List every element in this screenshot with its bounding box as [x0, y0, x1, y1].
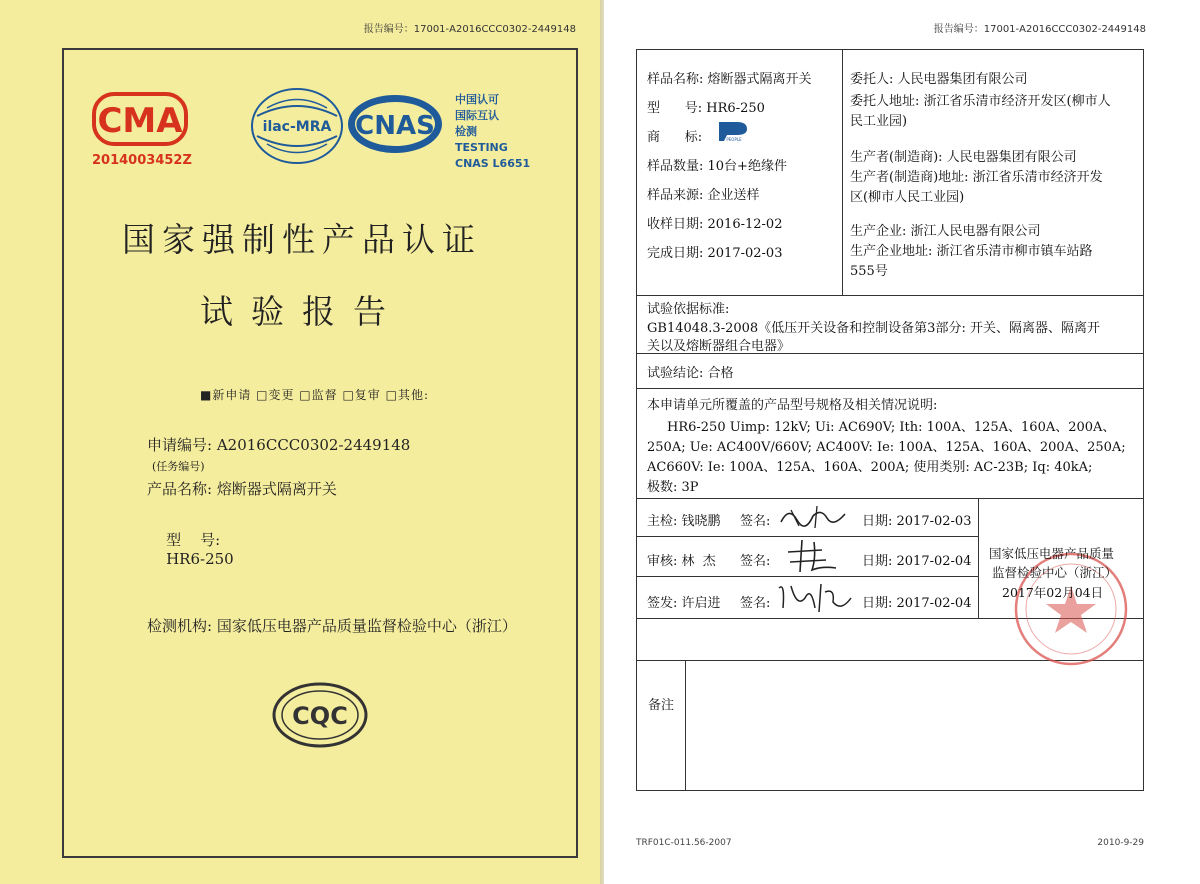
model-label: 型 号:: [166, 531, 221, 549]
product-name-field: [147, 478, 337, 499]
coverage-line3: AC660V: Ie: 100A、125A、160A、200A; 使用类别: AC-23B; Iq: 40kA;: [647, 460, 1093, 475]
cnas-desc-line: 中国认可: [455, 93, 499, 106]
manufacturer-address-line1: 生产者(制造商)地址: 浙江省乐清市经济开发: [850, 170, 1103, 185]
table-divider: [637, 295, 1143, 296]
application-number-field: [147, 434, 410, 455]
approver-date: 日期: 2017-02-04: [862, 596, 972, 611]
lab-value: 国家低压电器产品质量监督检验中心（浙江）: [216, 617, 517, 635]
approver-sign-label: 签名:: [740, 596, 771, 611]
inspector: 主检: 钱晓鹏: [647, 514, 721, 529]
factory: 生产企业: 浙江人民电器有限公司: [850, 224, 1041, 239]
inspector-signature: [777, 502, 849, 532]
cqc-logo: [270, 680, 370, 750]
cnas-desc-line: 检测: [455, 125, 477, 138]
ilac-mra-logo: [247, 86, 347, 166]
brand-label: 商 标:: [647, 130, 703, 145]
test-basis-line1: GB14048.3-2008《低压开关设备和控制设备第3部分: 开关、隔离器、隔离开: [647, 321, 1100, 336]
manufacturer: 生产者(制造商): 人民电器集团有限公司: [850, 150, 1077, 165]
coverage-line1: HR6-250 Uimp: 12kV; Ui: AC690V; Ith: 100A、125A、160A、200A、: [667, 420, 1116, 435]
task-number-label: (任务编号): [152, 460, 205, 473]
client-address-line2: 民工业园): [850, 114, 908, 129]
cma-text: CMA: [97, 101, 183, 141]
cnas-desc-line: CNAS L6651: [455, 157, 531, 170]
table-divider: [637, 388, 1143, 389]
table-divider: [637, 536, 978, 537]
reviewer-signature: [782, 538, 842, 574]
manufacturer-address-line2: 区(柳市人民工业园): [850, 190, 965, 205]
coverage-line2: 250A; Ue: AC400V/660V; AC400V: Ie: 100A、125A、160A、200A、250A;: [647, 440, 1126, 455]
test-center-line2: 监督检验中心（浙江）: [992, 565, 1118, 580]
cnas-logo: [345, 92, 445, 156]
form-code: TRF01C-011.56-2007: [636, 838, 732, 848]
application-number-label: 申请编号:: [147, 436, 213, 454]
test-center-line1: 国家低压电器产品质量: [989, 546, 1115, 561]
cover-title-line1: 国家强制性产品认证: [122, 220, 482, 259]
cnas-description: [455, 92, 530, 172]
client-address-line1: 委托人地址: 浙江省乐清市经济开发区(柳市人: [850, 94, 1111, 109]
test-center-date: 2017年02月04日: [1002, 585, 1104, 600]
application-type-options: ■新申请 □变更 □监督 □复审 □其他:: [200, 388, 429, 402]
cma-number: 2014003452Z: [92, 153, 192, 168]
lab-label: 检测机构:: [147, 617, 213, 635]
application-number-value: A2016CCC0302-2449148: [216, 436, 411, 454]
approver: 签发: 许启进: [647, 596, 721, 611]
sample-name: 样品名称: 熔断器式隔离开关: [647, 72, 812, 87]
report-table: [636, 49, 1144, 791]
test-basis-line2: 关以及熔断器组合电器》: [647, 339, 791, 354]
model-value: HR6-250: [166, 550, 234, 568]
sample-quantity: 样品数量: 10台+绝缘件: [647, 159, 787, 174]
test-conclusion: 试验结论: 合格: [647, 366, 734, 381]
sample-source: 样品来源: 企业送样: [647, 188, 760, 203]
reviewer-sign-label: 签名:: [740, 554, 771, 569]
cnas-text: CNAS: [355, 111, 435, 141]
ilac-text: ilac-MRA: [262, 119, 332, 135]
cover-title-line2: 试验报告: [200, 292, 404, 331]
cma-logo: [90, 92, 190, 146]
table-divider: [637, 576, 978, 577]
receive-date: 收样日期: 2016-12-02: [647, 217, 783, 232]
reviewer-date: 日期: 2017-02-04: [862, 554, 972, 569]
cqc-text: CQC: [292, 702, 348, 730]
model-field: [147, 511, 234, 586]
coverage-label: 本申请单元所覆盖的产品型号规格及相关情况说明:: [647, 398, 938, 413]
remark-label: 备注: [648, 698, 675, 713]
product-name-label: 产品名称:: [147, 480, 213, 498]
sample-model: 型 号: HR6-250: [647, 101, 765, 116]
brand-text: PEOPLE: [726, 137, 742, 142]
lab-field: [147, 615, 517, 636]
form-version-date: 2010-9-29: [1097, 838, 1144, 848]
people-brand-icon: [717, 120, 751, 142]
report-number: 报告编号：17001-A2016CCC0302-2449148: [363, 24, 576, 35]
detail-page: [604, 0, 1200, 884]
table-divider-v: [842, 50, 843, 295]
cnas-desc-line: 国际互认: [455, 109, 499, 122]
cnas-desc-line: TESTING: [455, 141, 508, 154]
reviewer: 审核: 林 杰: [647, 554, 716, 569]
table-divider-v: [685, 660, 686, 790]
client: 委托人: 人民电器集团有限公司: [850, 72, 1028, 87]
finish-date: 完成日期: 2017-02-03: [647, 246, 783, 261]
approver-signature: [775, 578, 853, 616]
coverage-line4: 极数: 3P: [647, 480, 699, 495]
factory-address-line1: 生产企业地址: 浙江省乐清市柳市镇车站路: [850, 244, 1093, 259]
inspector-date: 日期: 2017-02-03: [862, 514, 972, 529]
product-name-value: 熔断器式隔离开关: [216, 480, 337, 498]
inspector-sign-label: 签名:: [740, 514, 771, 529]
factory-address-line2: 555号: [850, 264, 888, 279]
test-basis-label: 试验依据标准:: [647, 302, 730, 317]
table-divider: [637, 498, 1143, 499]
report-number: 报告编号：17001-A2016CCC0302-2449148: [933, 24, 1146, 35]
table-divider-v: [978, 498, 979, 618]
